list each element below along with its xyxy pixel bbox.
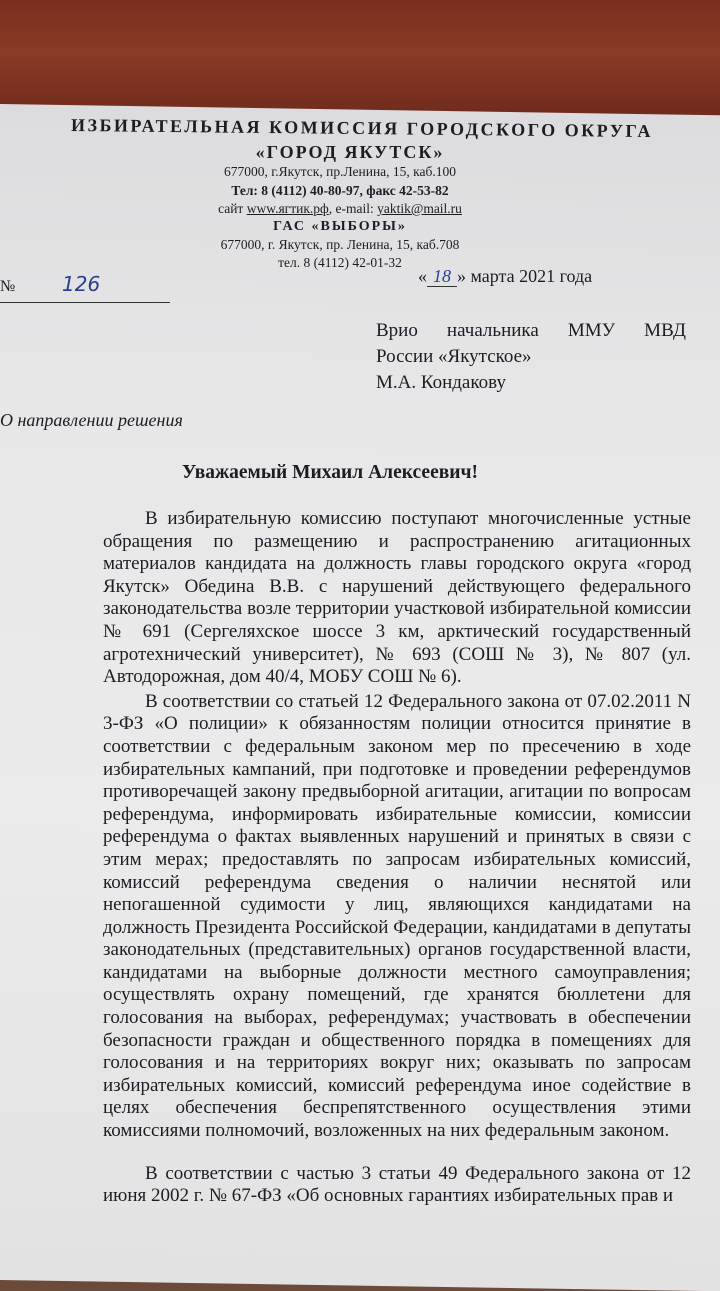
organization-title: ИЗБИРАТЕЛЬНАЯ КОМИССИЯ ГОРОДСКОГО ОКРУГА [70,114,654,142]
organization-subtitle: «ГОРОД ЯКУТСК» [255,142,445,162]
registration-number-handwritten: 126 [62,272,101,296]
addressee-name: М.А. Кондакову [376,372,506,393]
addressee-organization: России «Якутское» [376,346,532,367]
date-month-year: » марта 2021 года [457,266,593,286]
addressee-position: Врио начальника ММУ МВД [376,320,686,341]
organization-address: 677000, г.Якутск, пр.Ленина, 15, каб.100 [223,164,457,179]
body-paragraph-3: В соответствии с частью 3 статьи 49 Федерального закона от 12 июня 2002 г. № 67-ФЗ «Об основных гарантиях избирательных прав и [103,1162,691,1207]
letter-body [103,508,691,1208]
letter-subject: О направлении решения [0,410,183,430]
date-day-handwritten: 18 [427,266,457,287]
addressee-block [376,318,686,396]
body-paragraph-2: В соответствии со статьей 12 Федерального закона от 07.02.2011 N 3-ФЗ «О полиции» к обязанностям полиции относится принятие в соответствии с федеральным законом мер по пресечению в ходе избирательных кампаний, при подготовке и проведении референдумов противоречащей закону предвыборной агитации, агитации по вопросам референдума, информировать избирательные комиссии, комиссии референдума о фактах выявленных нарушений и принятых в связи с этим мерах; предоставлять по запросам избирательных комиссий, комиссий референдума сведения о наличии неснятой или непогашенной судимости у лиц, являющихся кандидатами на должность Президента Российской Федерации, кандидатами в депутаты законодательных (представительных) органов государственной власти, кандидатами на выборные должности местного самоуправления; осуществлять охрану помещений, где хранятся бюллетени для голосования на выборах, референдумах; участвовать в обеспечении безопасности граждан и общественного порядка в помещениях для голосования и на территориях вокруг них; оказывать по запросам избирательных комиссий, комиссий референдума иное содействие в целях обеспечения беспрепятственного осуществления этими комиссиями полномочий, возложенных на них федеральным законом. [103,690,691,1142]
number-sign: № [0,278,16,295]
gas-phone: тел. 8 (4112) 42-01-32 [278,255,402,270]
site-link[interactable]: www.ягтик.рф [246,201,329,216]
letter-date [418,266,592,287]
gas-title: ГАС «ВЫБОРЫ» [273,219,407,234]
email-link[interactable]: yaktik@mail.ru [377,201,462,216]
site-prefix: сайт [218,201,247,216]
greeting: Уважаемый Михаил Алексеевич! [182,462,478,483]
organization-phone: Тел: 8 (4112) 40-80-97, факс 42-53-82 [231,183,449,198]
date-open-quote: « [418,266,427,286]
body-paragraph-1: В избирательную комиссию поступают многочисленные устные обращения по размещению и распространению агитационных материалов кандидата на должность главы городского округа «город Якутск» Обедина В.В. с нарушений действующего федерального законодательства возле территории участковой избирательной комиссии № 691 (Сергеляхское шоссе 3 км, арктический государственный агротехнический университет), № 693 (СОШ № 3), № 807 (ул. Автодорожная, дом 40/4, МОБУ СОШ № 6). [103,508,691,688]
organization-contacts [140,201,540,217]
gas-address: 677000, г. Якутск, пр. Ленина, 15, каб.708 [220,237,460,252]
registration-number-field [0,272,170,303]
email-prefix: , e-mail: [328,201,378,216]
